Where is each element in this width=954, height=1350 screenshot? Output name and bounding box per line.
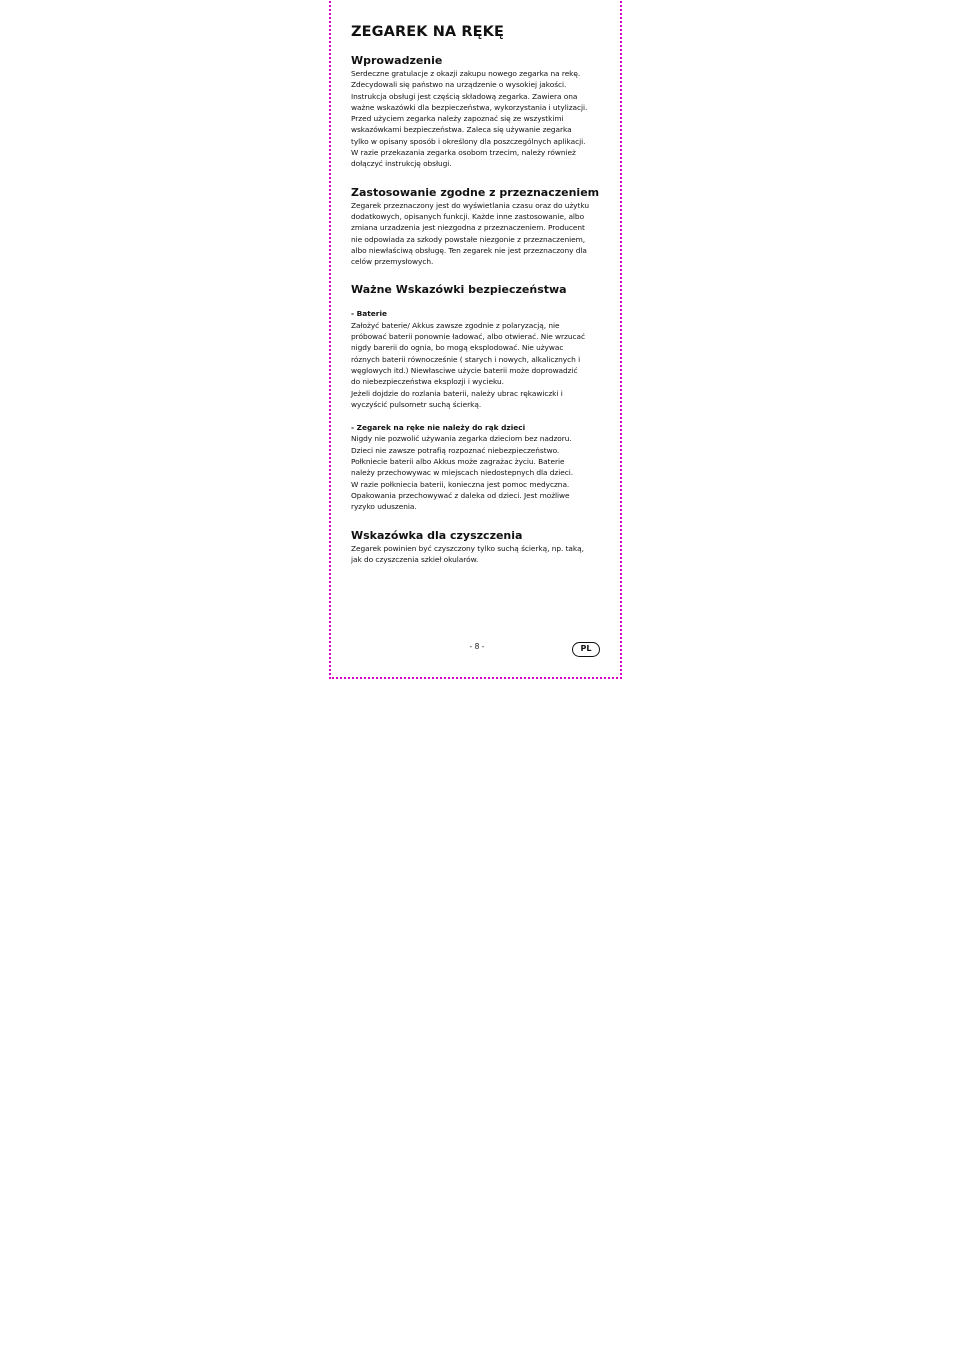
section-cleaning <box>351 529 603 566</box>
document-title: ZEGAREK NA RĘKĘ <box>351 24 505 40</box>
section-safety <box>351 283 603 512</box>
section-heading-safety: Ważne Wskazówki bezpieczeństwa <box>351 283 567 297</box>
section-heading-introduction: Wprowadzenie <box>351 54 443 67</box>
subsection-text-children: Nigdy nie pozwolić używania zegarka dzieciom bez nadzoru. Dzieci nie zawsze potrafią rozpoznać niebezpieczeństwo. Połkniecie baterii albo Akkus może zagrażac życiu. Baterie należy przechowywac w miejscach niedostepnych dla dzieci. W razie połkniecia baterii, konieczna jest pomoc medyczna. Opakowania przechowywać z daleka od dzieci. Jest możliwe ryzyko uduszenia. <box>351 434 574 512</box>
section-text-introduction: Serdeczne gratulacje z okazji zakupu nowego zegarka na rekę. Zdecydowali się państwo na urządzenie o wysokiej jakości. Instrukcja obsługi jest częścią składową zegarka. Zawiera ona ważne wskazówki dla bezpieczeństwa, wykorzystania i utylizacji. Przed użyciem zegarka należy zapoznać się ze wszystkimi wskazówkami bezpieczeństwa. Zaleca się używanie zegarka tylko w opisany sposób i określony dla poszczególnych aplikacji. W razie przekazania zegarka osobom trzecim, należy również dołączyć instrukcję obsługi. <box>351 69 588 169</box>
page-number: - 8 - <box>469 642 485 651</box>
section-text-cleaning: Zegarek powinien być czyszczony tylko suchą ścierką, np. taką, jak do czyszczenia szkieł okularów. <box>351 543 584 564</box>
section-heading-cleaning: Wskazówka dla czyszczenia <box>351 528 523 542</box>
document-content <box>351 24 603 581</box>
section-introduction <box>351 54 603 170</box>
subsection-heading-batteries: - Baterie <box>351 309 387 319</box>
section-text-intended-use: Zegarek przeznaczony jest do wyświetlania czasu oraz do użytku dodatkowych, opisanych funkcji. Każde inne zastosowanie, albo zmiana urzadzenia jest niezgodna z przeznaczeniem. Producent nie odpowiada za szkody powstałe niezgonie z przeznaczeniem, albo niewłaściwą obsługę. Ten zegarek nie jest przeznaczony dla celów przemysłowych. <box>351 200 589 267</box>
subsection-heading-children: - Zegarek na ręke nie należy do rąk dzieci <box>351 423 526 433</box>
section-intended-use <box>351 186 603 268</box>
subsection-children <box>351 422 603 512</box>
section-heading-intended-use: Zastosowanie zgodne z przeznaczeniem <box>351 185 600 199</box>
subsection-batteries <box>351 308 603 410</box>
subsection-text-batteries: Założyć baterie/ Akkus zawsze zgodnie z polaryzacją, nie próbować baterii ponownie ładować, albo otwierać. Nie wrzucać nigdy barerii do ognia, bo mogą eksplodować. Nie używac róznych baterii równocześnie ( starych i nowych, alkalicznych i węglowych itd.) Niewłasciwe użycie baterii może doprowadzić do niebezpieczeństwa eksplozji i wycieku. Jeżeli dojdzie do rozlania baterii, należy ubrac rękawiczki i wyczyścić pulsometr suchą ścierką. <box>351 320 585 409</box>
language-badge: PL <box>572 642 600 657</box>
